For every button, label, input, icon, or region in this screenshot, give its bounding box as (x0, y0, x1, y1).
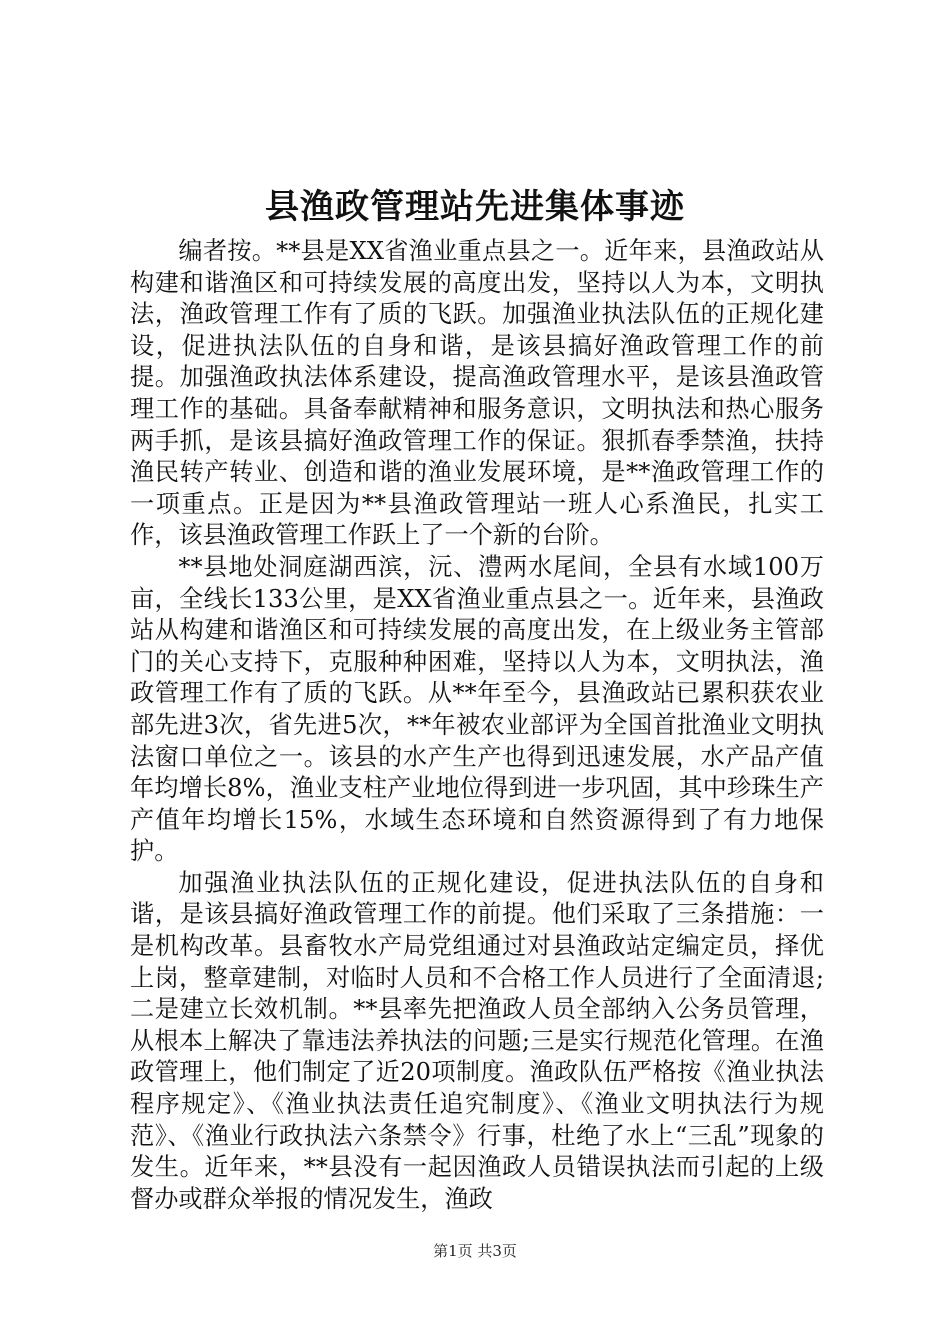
paragraph-editor-note: 编者按。**县是XX省渔业重点县之一。近年来，县渔政站从构建和谐渔区和可持续发展的高度出发，坚持以人为本，文明执法，渔政管理工作有了质的飞跃。加强渔业执法队伍的正规化建设，促进执法队伍的自身和谐，是该县搞好渔政管理工作的前提。加强渔政执法体系建设，提高渔政管理水平，是该县渔政管理工作的基础。具备奉献精神和服务意识，文明执法和热心服务两手抓，是该县搞好渔政管理工作的保证。狠抓春季禁渔，扶持渔民转产转业、创造和谐的渔业发展环境，是**渔政管理工作的一项重点。正是因为**县渔政管理站一班人心系渔民，扎实工作，该县渔政管理工作跃上了一个新的台阶。 (130, 237, 824, 550)
document-title: 县渔政管理站先进集体事迹 (265, 187, 685, 227)
page-number-footer: 第1页 共3页 (433, 1242, 517, 1260)
document-body (130, 236, 824, 1215)
paragraph-county-overview: **县地处洞庭湖西滨，沅、澧两水尾间，全县有水域100万亩，全线长133公里，是XX省渔业重点县之一。近年来，县渔政站从构建和谐渔区和可持续发展的高度出发，在上级业务主管部门的关心支持下，克服种种困难，坚持以人为本，文明执法，渔政管理工作有了质的飞跃。从**年至今，县渔政站已累积获农业部先进3次，省先进5次，**年被农业部评为全国首批渔业文明执法窗口单位之一。该县的水产生产也得到迅速发展，水产品产值年均增长8%，渔业支柱产业地位得到进一步巩固，其中珍珠生产产值年均增长15%，水域生态环境和自然资源得到了有力地保护。 (130, 552, 824, 866)
paragraph-team-building: 加强渔业执法队伍的正规化建设，促进执法队伍的自身和谐，是该县搞好渔政管理工作的前提。他们采取了三条措施：一是机构改革。县畜牧水产局党组通过对县渔政站定编定员，择优上岗，整章建制，对临时人员和不合格工作人员进行了全面清退;二是建立长效机制。**县率先把渔政人员全部纳入公务员管理，从根本上解决了靠违法养执法的问题;三是实行规范化管理。在渔政管理上，他们制定了近20项制度。渔政队伍严格按《渔业执法程序规定》、《渔业执法责任追究制度》、《渔业文明执法行为规范》、《渔业行政执法六条禁令》行事，杜绝了水上“三乱”现象的发生。近年来，**县没有一起因渔政人员错误执法而引起的上级督办或群众举报的情况发生，渔政 (130, 868, 824, 1213)
